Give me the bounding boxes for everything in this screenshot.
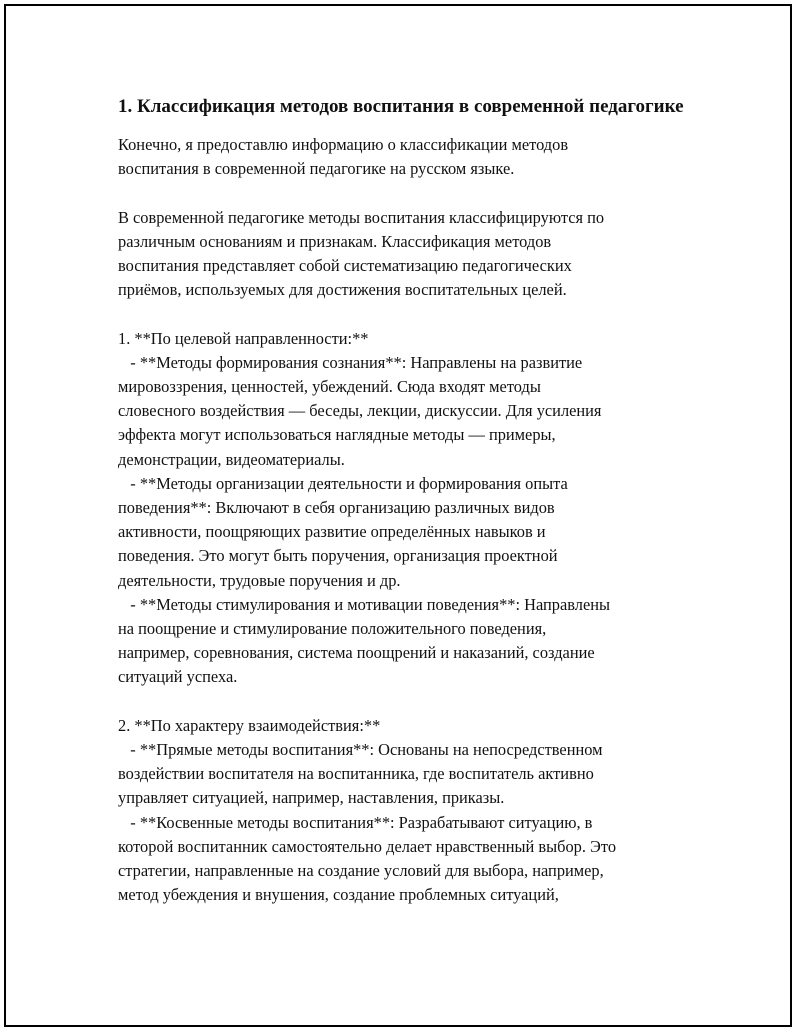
document-content (118, 94, 692, 908)
document-body: Конечно, я предоставлю информацию о классификации методов воспитания в современной педагогике на русском языке. В современной педагогике методы воспитания классифицируются по различным основаниям и признакам. Классификация методов воспитания представляет собой систематизацию педагогических приёмов, используемых для достижения воспитательных целей. 1. **По целевой направленности:** - **Методы формирования сознания**: Направлены на развитие мировоззрения, ценностей, убеждений. Сюда входят методы словесного воздействия — беседы, лекции, дискуссии. Для усиления эффекта могут использоваться наглядные методы — примеры, демонстрации, видеоматериалы. - **Методы организации деятельности и формирования опыта поведения**: Включают в себя организацию различных видов активности, поощряющих развитие определённых навыков и поведения. Это могут быть поручения, организация проектной деятельности, трудовые поручения и др. - **Методы стимулирования и мотивации поведения**: Направлены на поощрение и стимулирование положительного поведения, например, соревнования, система поощрений и наказаний, создание ситуаций успеха. 2. **По характеру взаимодействия:** - **Прямые методы воспитания**: Основаны на непосредственном воздействии воспитателя на воспитанника, где воспитатель активно управляет ситуацией, например, наставления, приказы. - **Косвенные методы воспитания**: Разрабатывают ситуацию, в которой воспитанник самостоятельно делает нравственный выбор. Это стратегии, направленные на создание условий для выбора, например, метод убеждения и внушения, создание проблемных ситуаций, (118, 135, 617, 905)
document-title: 1. Классификация методов воспитания в современной педагогике (118, 96, 684, 117)
